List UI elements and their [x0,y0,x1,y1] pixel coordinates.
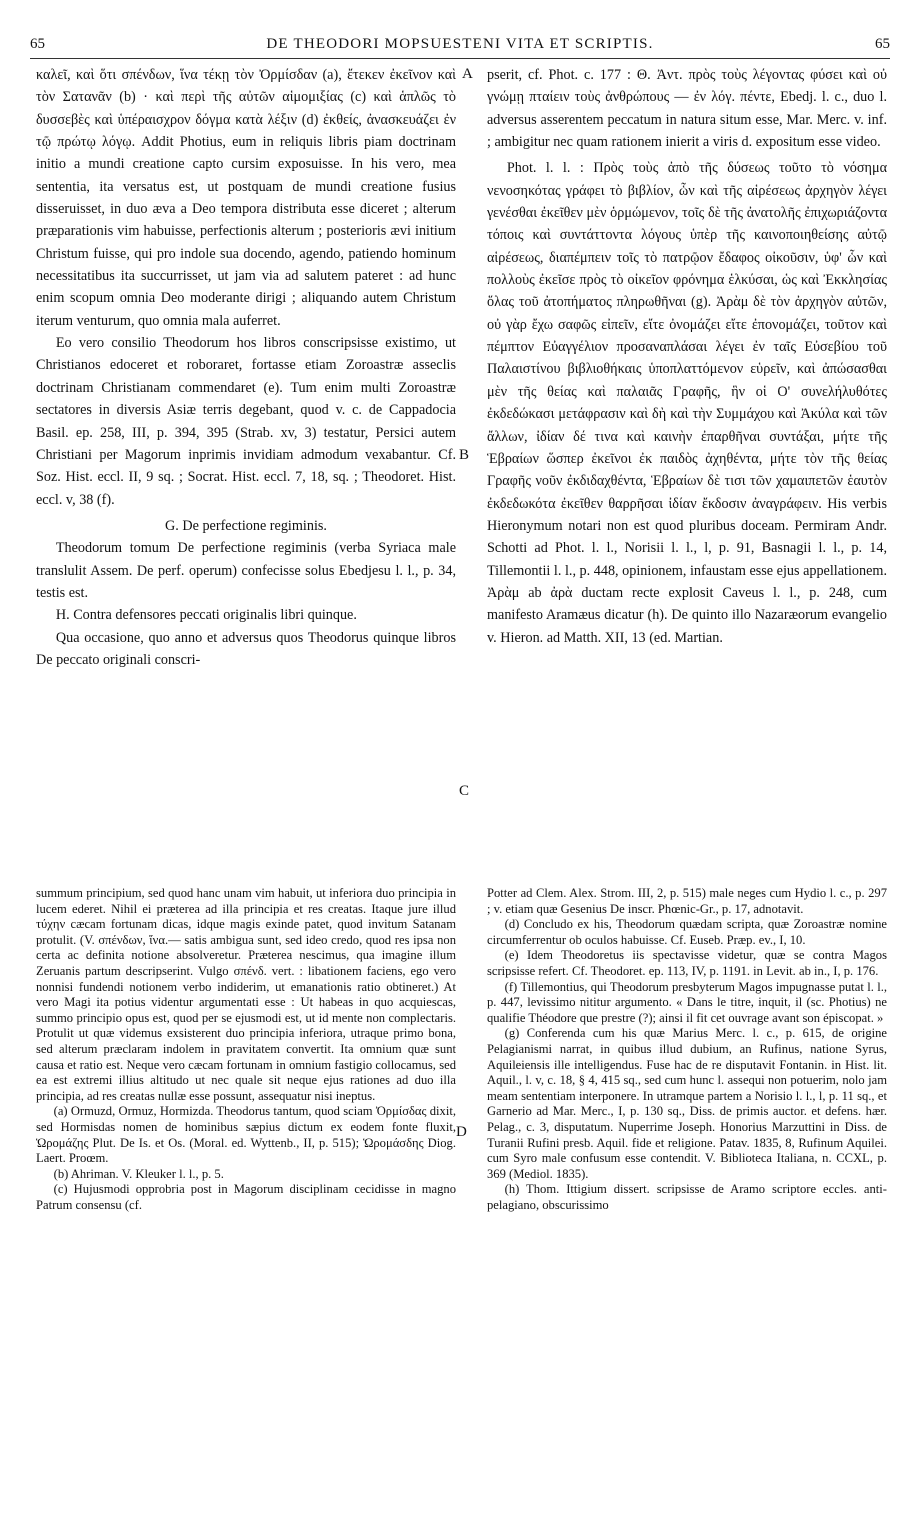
footnote: (g) Conferenda cum his quæ Marius Merc. l. c., p. 615, de origine Pelagianismi narrat, in quibus illud dubium, an Rufinus, natione Syrus, Aquileiensis ille intelligendus. Fuse hac de re disputavit Fontanin. in Hist. lit. Aquil., l. v, c. 18, § 4, 415 sq., sed cum hunc l. assequi non potuerim, nolo jam meam sententiam interponere. In utramque partem a Norisio l. l., l, p. 11 sq., et Garnerio ad Mar. Merc., I, p. 130 sq., Diss. de primis auctor. et defens. hær. Pelag., c. 3, disputatum. Nuperrime Joseph. Honorius Marzuttini in Diss. de Turanii Rufini presb. Aquil. fide et religione. Patav. 1835, 8, Rufinum Aquilei. cum Syro male confusum esse contendit. V. Biblioteca Italiana, n. CCXL, p. 369 (Mediol. 1835). [487,1026,887,1181]
paragraph: pserit, cf. Phot. c. 177 : Θ. Ἀντ. πρὸς τοὺς λέγοντας φύσει καὶ οὐ γνώμῃ πταίειν τοὺς ἀνθρώπους — ἐν λόγ. πέντε, Ebedj. l. c., duo l. adversus asserentem peccatum in natura situm esse, Mar. Merc. v. inf. ; ambigitur nec quam rationem inierit a viris d. expositum esse video. [487,67,887,151]
margin-letter-a: A [462,66,473,82]
footnote: summum principium, sed quod hanc unam vim habuit, ut inferiora duo principia in lucem ederet. Nihil ei præterea ad illa principia et res creatas. Itaque jure illud τύχην cæcam fortunam dicas, idque magis exinde patet, quod invitum Satanam protulit. (V. σπένδων, ἵνα.— satis ambigua sunt, sed ideo credo, quod res ipsa non certa ac definita notione absolveretur. Præterea nescimus, qua imagine illum Zeruanis partum descripserint. Vulgo σπένδ. vert. : libationem faciens, ego vero nonnisi fundendi notionem verbo indiderim, ut emanationis ratio obtineret.) At vero Magi ita potius videntur argumentati esse : Ut habeas in quo acquiescas, summo principio opus est, quod per se ejusmodi est, ut id mente non complectaris. Protulit ut quæ videmus exsisterent duo principia inferiora, utraque primo bona, sed alterum præclaram indolem in pravitatem convertit. Ita omnium quæ sunt causa et ratio est. Neque vero cæcam fortunam in omnium fastigio collocamus, sed ea est extremi illius altitudo ut nec quale sit neque ejus rationes ad duo illa principia, ad res creatas nullæ esse possunt, assequatur nisi ineptus. [36,886,456,1103]
lower-left-column [36,886,456,1213]
paragraph: Phot. l. l. : Πρὸς τοὺς ἀπὸ τῆς δύσεως τοῦτο τὸ νόσημα νενοσηκότας γράφει τὸ βιβλίον, ὧν καὶ τῆς αἱρέσεως ἀρχηγὸν λέγει γενέσθαι ἐκεῖθεν μὲν ὁρμώμενον, τοῖς δὲ τῆς ἀνατολῆς ἐπιχωριάζοντα τόποις καὶ συντάττοντα λόγους ὑπὲρ τῆς καινοποιηθείσης αὐτῷ αἱρέσεως, διαπέμπειν τοῖς τὸ πατρῷον ἔδαφος οἰκοῦσιν, ὑφ' ὧν καὶ πολλοὺς ἐκεῖσε πρὸς τὸ οἰκεῖον φρόνημα ἑλκύσαι, ὡς καὶ Ἐκκλησίας ὅλας τοῦ ἀτοπήματος πληρωθῆναι (g). Ἀρὰμ δὲ τὸν ἀρχηγὸν αὐτῶν, οὐ γὰρ ἔχω σαφῶς εἰπεῖν, εἴτε ὀνομάζει εἴτε ἐπονομάζει, τοῦτον καὶ πέμπτον Εὐαγγέλιον προσαναπλάσαι λέγει ἐν ταῖς Εὐσεβίου τοῦ Παλαιστίνου βιβλιοθήκαις ὑποπλαττόμενον εὑρεῖν, καὶ ἀπώσασθαι μὲν τῆς θείας καὶ παλαιᾶς Γραφῆς, ἣν οἱ Ο' συνελήλυθότες ἐκδεδώκασι μετάφρασιν καὶ δὴ καὶ τὴν Συμμάχου καὶ Ἀκύλα καὶ τῶν ἄλλων, ἰδίαν δέ τινα καὶ καινὴν ἐπαρθῆναι συντάξαι, μήτε τῆς Ἑβραίων ὥσπερ ἐκεῖνοι ἐκ παιδὸς ἀχηθέντα, μήτε τὸν τῆς θείας Γραφῆς νοῦν ἐκδιδαχθέντα, Ἑβραίων δὲ τισι τῶν χαμαιπετῶν ἑαυτὸν ἐκδεδωκότα ἐκεῖθεν θαρρῆσαι ἰδίαν ἔκδοσιν ἀναγράφειν. His verbis Hieronymum notari non est quod pluribus doceam. Permiram Andr. Schotti ad Phot. l. l., Norisii l. l., l, p. 91, Basnagii l. l., p. 14, Tillemontii l. l., p. 448, opinionem, infaustam esse ejus appellationem. Ἀρὰμ ab ἀρὰ ductam recte explosit Caveus l. l., p. 248, cum manifesto Aramæus dicatur (h). De quinto illo Nazaræorum evangelio v. Hieron. ad Matth. XII, 13 (ed. Martian. [487,160,887,646]
running-title: DE THEODORI MOPSUESTENI VITA ET SCRIPTIS. [266,36,654,52]
footnote: (d) Concludo ex his, Theodorum quædam scripta, quæ Zoroastræ nomine circumferrentur ob oculos habuisse. Cf. Euseb. Præp. ev., I, 10. [487,917,887,947]
running-head [30,36,890,58]
section-heading: G. De perfectione regiminis. [165,517,327,534]
footnote: (e) Idem Theodoretus iis spectavisse videtur, quæ se contra Magos scripsisse refert. Cf. Theodoret. ep. 113, IV, p. 1191. in Levit. ab in., I, p. 176. [487,948,887,978]
margin-letter-d: D [456,1124,467,1140]
page-number-right: 65 [875,36,890,52]
paragraph: Eo vero consilio Theodorum hos libros conscripsisse existimo, ut Christianos edoceret et roboraret, fortasse etiam Zoroastræ asseclis doctrinam Christianam commendaret (e). Tum enim multi Zoroastræ sectatores in diversis Asiæ terris degebant, quod v. c. de Cappadocia Basil. ep. 258, III, p. 394, 395 (Strab. xv, 3) testatur, Persici autem Christiani per Magorum inprimis invidiam admodum vexabantur. Cf. Soz. Hist. eccl. II, 9 sq. ; Socrat. Hist. eccl. 7, 18, sq. ; Theodoret. Hist. eccl. v, 38 (f). [36,335,456,508]
header-rule [30,58,890,59]
margin-letter-b: B [459,447,470,463]
paragraph: Theodorum tomum De perfectione regiminis (verba Syriaca male translulit Assem. De perf. operum) confecisse solus Ebedjesu l. l., p. 34, testis est. [36,540,456,601]
section-heading: H. Contra defensores peccati originalis libri quinque. [55,607,357,624]
lower-right-column [487,886,887,1213]
footnote: (f) Tillemontius, qui Theodorum presbyterum Magos impugnasse putat l. l., p. 447, levissimo nititur argumento. « Dans le titre, inquit, il (sc. Photius) ne qualifie Théodore que prestre (?); ainsi il fit cet ouvrage avant son épiscopat. » [487,979,887,1025]
footnote: (c) Hujusmodi opprobria post in Magorum disciplinam cecidisse in magno Patrum consensu (cf. [36,1182,456,1212]
footnote: Potter ad Clem. Alex. Strom. III, 2, p. 515) male neges cum Hydio l. c., p. 297 ; v. etiam quæ Gesenius De inscr. Phœnic-Gr., p. 17, adnotavit. [487,886,887,916]
upper-right-column [487,64,887,649]
footnote: (a) Ormuzd, Ormuz, Hormizda. Theodorus tantum, quod sciam Ὀρμίσδας dixit, sed Hormisdas nomen de hominibus sæpius dictum ex eodem fonte fluxit, Ὡρομάζης Plut. De Is. et Os. (Moral. ed. Wyttenb., II, p. 515); Ὡρομάσδης Diog. Laert. Proœm. [36,1104,456,1166]
footnote: (h) Thom. Ittigium dissert. scripsisse de Aramo scriptore eccles. anti-pelagiano, obscurissimo [487,1182,887,1212]
upper-left-column [36,64,456,671]
page-number-left: 65 [30,36,45,52]
margin-letter-c: C [459,783,470,799]
footnote: (b) Ahriman. V. Kleuker l. l., p. 5. [53,1166,224,1181]
paragraph: καλεῖ, καὶ ὅτι σπένδων, ἵνα τέκῃ τὸν Ὀρμίσδαν (a), ἔτεκεν ἐκεῖνον καὶ τὸν Σατανᾶν (b) · καὶ περὶ τῆς αὐτῶν αἱμομιξίας (c) καὶ ἁπλῶς τὸ δυσσεβὲς καὶ ὑπέραισχρον δόγμα κατὰ λέξιν (d) ἐκθείς, ἀνασκευάζει ἐν τῷ πρώτῳ λόγῳ. Addit Photius, eum in reliquis libris piam doctrinam initio a mundi creatione capto cursim exposuisse. In his vero, mea sententia, ita versatus est, ut postquam de mundi creatione fusius disseruisset, in duo ævа a Deo tempora distributa esse diceret ; alterum præparationis vim habuisse, perfectionis alterum ; posterioris ævi initium Christum fuisse, qui pro indole sua docendo, agendo, patiendo hominum necessitatibus ita succurrisset, ut jam via ad salutem pateret : ad hunc enim scopum omnia Deo moderante dirigi ; aliquando autem Christum iterum venturum, quo omnia mala auferret. [36,67,456,329]
paragraph: Qua occasione, quo anno et adversus quos Theodorus quinque libros De peccato originali conscri- [36,629,456,668]
